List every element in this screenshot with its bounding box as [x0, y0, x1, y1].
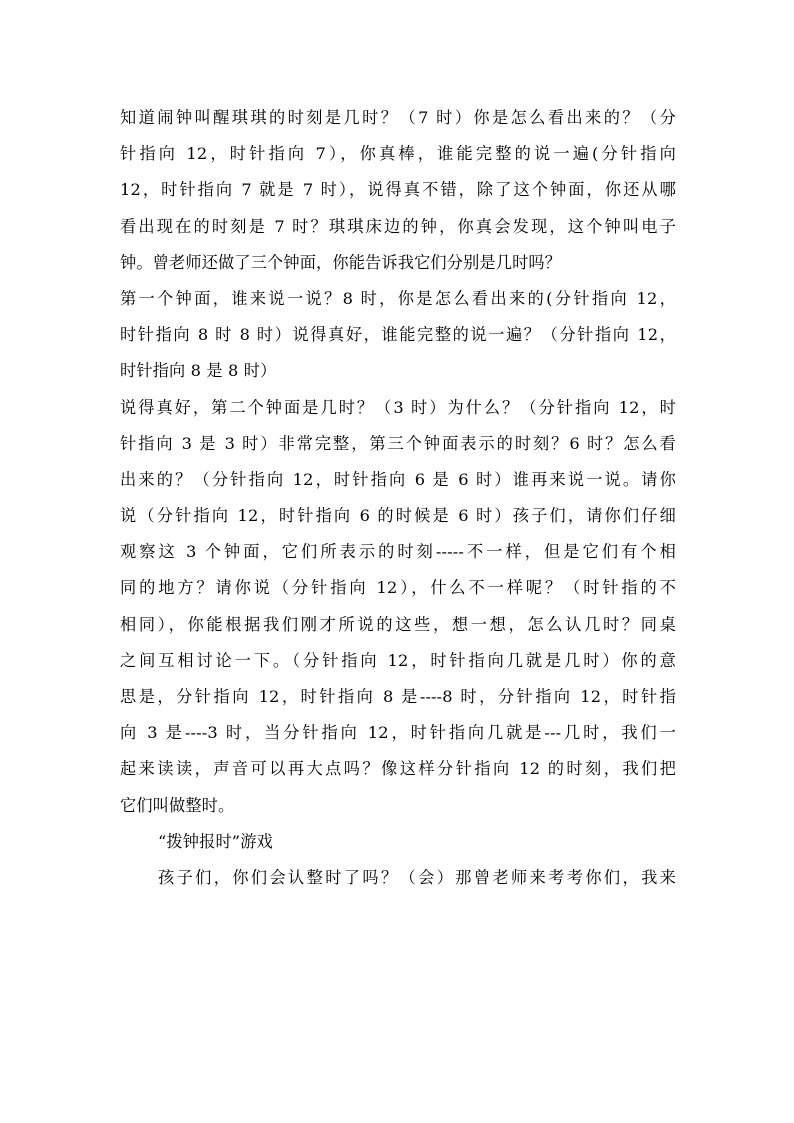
text-line: 时针指向 8 时 8 时）说得真好，谁能完整的说一遍？（分针指向 12，	[120, 325, 676, 345]
text-line: 向 3 是----3 时，当分针指向 12，时针指向几就是---几时，我们一	[120, 723, 676, 743]
paragraph-alarm-clock	[120, 100, 676, 281]
text-line: 出来的？（分针指向 12，时针指向 6 是 6 时）谁再来说一说。请你	[120, 469, 676, 489]
text-line: 第一个钟面，谁来说一说？8 时，你是怎么看出来的(分针指向 12，	[120, 288, 676, 308]
text-line: 孩子们，你们会认整时了吗？（会）那曾老师来考考你们，我来	[158, 867, 676, 887]
text-line: 知道闹钟叫醒琪琪的时刻是几时？（7 时）你是怎么看出来的？（分	[120, 108, 676, 127]
text-line: 相同），你能根据我们刚才所说的这些，想一想，怎么认几时？同桌	[120, 614, 676, 634]
text-line: 起来读读，声音可以再大点吗？像这样分针指向 12 的时刻，我们把	[120, 759, 676, 779]
paragraph-first-clock	[120, 281, 676, 390]
text-line: 思是，分针指向 12，时针指向 8 是----8 时，分针指向 12，时针指	[120, 687, 676, 706]
document-page	[120, 100, 676, 896]
text-line: 钟。曾老师还做了三个钟面，你能告诉我它们分别是几时吗？	[120, 252, 562, 272]
paragraph-second-third-clock	[120, 390, 676, 824]
text-line: 针指向 3 是 3 时）非常完整，第三个钟面表示的时刻？6 时？怎么看	[120, 433, 676, 453]
game-heading: “拨钟报时”游戏	[158, 831, 273, 851]
text-line: 针指向 12，时针指向 7），你真棒，谁能完整的说一遍(分针指向	[120, 144, 676, 164]
text-line: 观察这 3 个钟面，它们所表示的时刻-----不一样，但是它们有个相	[120, 542, 676, 562]
text-line: 它们叫做整时。	[120, 795, 235, 815]
text-line: 同的地方？请你说（分针指向 12），什么不一样呢？（时针指的不	[120, 578, 676, 598]
text-line: 说得真好，第二个钟面是几时？（3 时）为什么？（分针指向 12，时	[120, 397, 676, 417]
text-line: 之间互相讨论一下。（分针指向 12，时针指向几就是几时）你的意	[120, 650, 676, 670]
section-heading-game	[120, 824, 676, 860]
text-line: 时针指向 8 是 8 时）	[120, 361, 277, 381]
text-line: 看出现在的时刻是 7 时？琪琪床边的钟，你真会发现，这个钟叫电子	[120, 216, 676, 236]
paragraph-game-intro	[120, 860, 676, 896]
text-line: 12，时针指向 7 就是 7 时），说得真不错，除了这个钟面，你还从哪	[120, 180, 676, 200]
text-line: 说（分针指向 12，时针指向 6 的时候是 6 时）孩子们，请你们仔细	[120, 506, 676, 526]
